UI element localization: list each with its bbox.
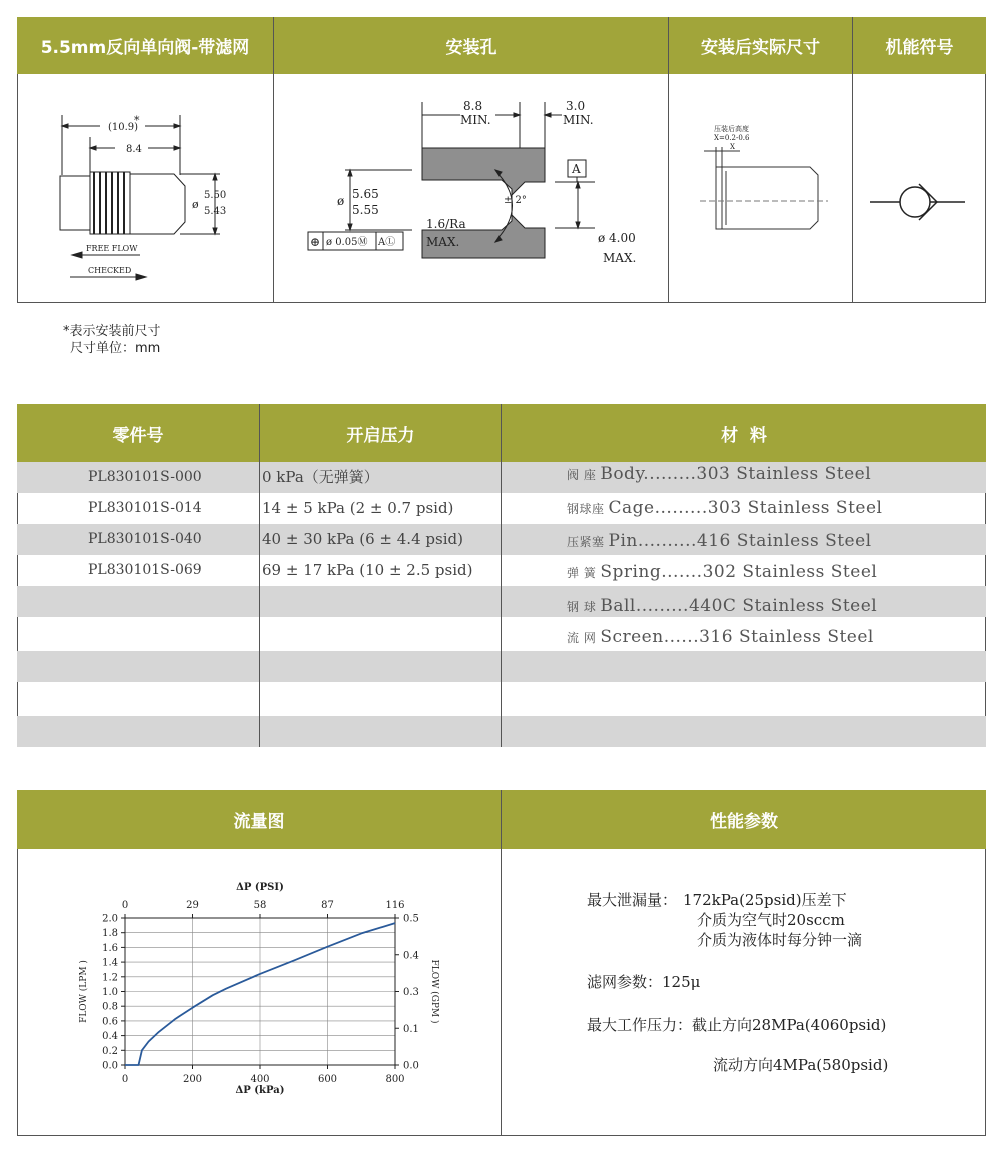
small-dia-value: ø 4.00 (598, 231, 636, 245)
screen-spec: 滤网参数：125μ (587, 973, 701, 991)
dia-min: 5.43 (204, 206, 227, 217)
position-tolerance-value: ø 0.05Ⓜ (326, 237, 368, 248)
material-spec: Cage.........303 Stainless Steel (608, 498, 883, 518)
header-performance: 性能参数 (502, 790, 986, 849)
mounting-hole-drawing (300, 90, 660, 290)
roughness-label: 1.6/Ra (426, 217, 466, 231)
material-spec: Pin..........416 Stainless Steel (608, 531, 872, 551)
x-top-tick-label: 116 (385, 900, 405, 911)
divider (501, 790, 502, 1136)
material-cage (567, 493, 882, 524)
note-unit: 尺寸单位：mm (70, 341, 161, 356)
flow-chart (60, 870, 480, 1115)
material-name: 钢 球 (567, 600, 597, 614)
min-depth-unit: MIN. (460, 113, 491, 127)
divider (273, 17, 274, 303)
y-right-tick-label: 0.5 (403, 913, 419, 925)
material-screen (567, 622, 874, 653)
y-right-tick-label: 0.1 (403, 1023, 419, 1035)
dia-max: 5.50 (204, 190, 227, 201)
y-tick-label: 2.0 (102, 913, 118, 925)
datum-label: A (572, 162, 581, 176)
bore-min: 5.55 (352, 203, 379, 217)
dia-symbol: ø (337, 194, 345, 208)
y-right-tick-label: 0.3 (403, 987, 419, 998)
roughness-max: MAX. (426, 235, 460, 249)
x-tick-label: 400 (250, 1074, 270, 1085)
header-valve-name: 5.5mm反向单向阀-带滤网 (17, 17, 273, 74)
check-valve-symbol (865, 170, 975, 230)
y-right-tick-label: 0.4 (403, 950, 419, 962)
header-part-number: 零件号 (17, 404, 259, 462)
min-depth-value: 8.8 (463, 99, 483, 113)
flow-pressure: 流动方向4MPa(580psid) (713, 1056, 889, 1074)
small-dia-max: MAX. (603, 251, 637, 265)
divider (259, 404, 260, 747)
part-number: PL830101S-040 (88, 531, 202, 547)
cracking-pressure: 40 ± 30 kPa (6 ± 4.4 psid) (262, 530, 463, 548)
leak-line-3: 介质为液体时每分钟一滴 (697, 931, 863, 949)
material-ball (567, 591, 877, 622)
x-top-tick-label: 0 (121, 900, 129, 911)
y-tick-label: 0.8 (102, 1001, 118, 1013)
material-name: 压紧塞 (567, 535, 605, 549)
position-tolerance-icon: ⊕ (310, 235, 321, 249)
installed-height-label: 压装后高度 (714, 125, 749, 133)
angle-label: 118° (468, 195, 493, 206)
y-tick-label: 0.0 (102, 1060, 118, 1072)
x-tick-label: 800 (385, 1074, 405, 1085)
y-tick-label: 1.2 (102, 972, 118, 984)
material-pin (567, 526, 872, 557)
part-number: PL830101S-069 (88, 562, 202, 578)
dim-total: (10.9) (108, 122, 139, 133)
divider (501, 404, 502, 747)
header-installed-size: 安装后实际尺寸 (669, 17, 852, 74)
installed-height-x: X (730, 143, 735, 151)
position-tolerance-datum: AⓁ (378, 237, 396, 248)
header-mounting-hole: 安装孔 (274, 17, 668, 74)
y-tick-label: 1.0 (102, 987, 118, 998)
y-tick-label: 1.6 (102, 942, 118, 954)
material-spec: Screen......316 Stainless Steel (600, 627, 874, 647)
x-top-tick-label: 58 (253, 900, 267, 911)
material-name: 流 网 (567, 631, 597, 645)
free-flow-label: FREE FLOW (86, 244, 138, 253)
y-tick-label: 0.2 (102, 1045, 118, 1057)
dim-body: 8.4 (126, 144, 142, 155)
material-spring (567, 557, 877, 588)
x-tick-label: 0 (121, 1074, 129, 1085)
x-axis-label: ΔP (kPa) (235, 1085, 285, 1096)
material-name: 弹 簧 (567, 566, 597, 580)
material-name: 阀 座 (567, 468, 597, 482)
y-tick-label: 1.4 (102, 957, 118, 969)
cracking-pressure: 69 ± 17 kPa (10 ± 2.5 psid) (262, 561, 473, 579)
leak-label: 最大泄漏量： (587, 891, 678, 909)
header-function-symbol: 机能符号 (853, 17, 986, 74)
cracking-pressure: 0 kPa（无弹簧） (262, 468, 379, 486)
y-tick-label: 0.6 (102, 1016, 118, 1028)
dia-symbol: ø (192, 198, 199, 211)
min-step-value: 3.0 (566, 99, 586, 113)
min-step-unit: MIN. (563, 113, 594, 127)
material-body (567, 459, 871, 490)
material-name: 钢球座 (567, 502, 605, 516)
material-spec: Body.........303 Stainless Steel (600, 464, 872, 484)
valve-drawing (40, 100, 260, 290)
x-top-tick-label: 29 (186, 900, 199, 911)
leak-line-2: 介质为空气时20sccm (697, 911, 845, 929)
y-tick-label: 1.8 (102, 928, 118, 940)
cracking-pressure: 14 ± 5 kPa (2 ± 0.7 psid) (262, 499, 454, 517)
x-tick-label: 600 (317, 1074, 338, 1085)
y-right-tick-label: 0.0 (403, 1060, 419, 1072)
installed-height-range: X=0.2-0.6 (714, 134, 750, 142)
part-number: PL830101S-014 (88, 500, 202, 516)
material-spec: Ball.........440C Stainless Steel (600, 596, 878, 616)
max-pressure: 最大工作压力：截止方向28MPa(4060psid) (587, 1016, 887, 1034)
note-pre-install: *表示安装前尺寸 (63, 324, 161, 339)
header-cracking-pressure: 开启压力 (260, 404, 501, 462)
bore-max: 5.65 (352, 187, 379, 201)
x-tick-label: 200 (182, 1074, 203, 1085)
checked-label: CHECKED (88, 266, 132, 275)
divider (852, 17, 853, 303)
y-right-axis-label: FLOW (GPM ) (429, 959, 439, 1024)
installed-size-drawing (690, 115, 840, 245)
x-top-axis-label: ΔP (PSI) (236, 882, 284, 893)
divider (668, 17, 669, 303)
angle-tolerance: ± 2° (504, 195, 527, 206)
header-materials: 材 料 (502, 404, 986, 462)
y-axis-label: FLOW (LPM ) (79, 960, 89, 1023)
leak-line-1: 172kPa(25psid)压差下 (683, 891, 847, 909)
dim-star: * (134, 114, 140, 127)
header-flow-chart: 流量图 (17, 790, 501, 849)
material-spec: Spring.......302 Stainless Steel (600, 562, 878, 582)
part-number: PL830101S-000 (88, 469, 202, 485)
y-tick-label: 0.4 (102, 1031, 118, 1043)
x-top-tick-label: 87 (321, 900, 334, 911)
